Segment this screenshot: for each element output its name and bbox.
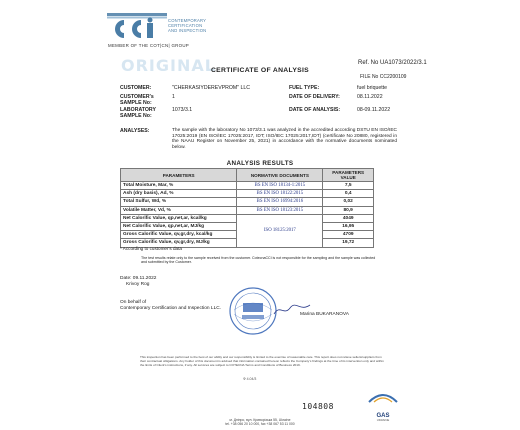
table-row [121,198,374,206]
param-cell: Volatile Matter, Vd, % [121,206,237,214]
results-footnote: * According to customer's data [120,246,182,251]
param-cell: Gross Calorific Value, qv,gr,dry, kcal/kg [121,231,237,239]
param-cell: Total Moisture, Mar, % [121,182,237,190]
results-table [120,168,374,248]
value-cell: 4709 [323,231,374,239]
org-line-2: CERTIFICATION [168,23,203,28]
customer-value: "CHERKASIYDEREVPROM" LLC [172,85,251,91]
doc-cell: BS EN ISO 18134-1:2015 [237,182,323,190]
value-cell: 4049 [323,214,374,222]
certificate-title: CERTIFICATE OF ANALYSIS [210,67,310,74]
param-cell: Gross Calorific Value, qv,gr,dry, MJ/kg [121,239,237,247]
ref-number: Ref. No UA1073/2022/3.1 [358,60,427,66]
org-name-lines [168,18,206,33]
results-title: ANALYSIS RESULTS [226,160,294,167]
org-line-3: AND INSPECTION [168,28,207,33]
footer-line-1: м. Дніпро, вул. Криворізька 55, Ukraine [229,418,291,422]
value-cell: 80,9 [323,206,374,214]
form-reg-number: Ф 4.04/3 [243,377,257,381]
col-value: PARAMETERS VALUE [323,169,374,182]
value-cell: 16,95 [323,222,374,230]
gas-logo-sub: UKRAINE [376,418,390,422]
member-line: MEMBER OF THE COT|CN| GROUP [108,43,190,48]
param-cell: Net Calorific Value, qp,net,ar, kcal/kg [121,214,237,222]
param-cell: Ash (dry basis), Ad, % [121,190,237,198]
value-cell: 7,5 [323,182,374,190]
footer-address [0,418,520,426]
col-documents: NORMATIVE DOCUMENTS [237,169,323,182]
issue-city: Krivoy Rog [126,282,150,287]
lab-sample-label: LABORATORY SAMPLE No: [120,107,156,119]
col-parameters: PARAMETERS [121,169,237,182]
param-cell: Net Calorific Value, qp,net,ar, MJ/kg [121,222,237,230]
value-cell: 0,4 [323,190,374,198]
signer-name: Marina BUKARANOVA [300,312,349,317]
fuel-type-value: fuel briquette [357,85,387,91]
analyses-text: The sample with the laboratory No 1073/3.1 was analyzed in the accredited according DSTU EN ISO/IEC 17025:2019 (EN ISO/IEC 17025:2017, IDT; ISO/IEC 17025:2017,IDT) (certificate No 20880, registered in the NAAU Register on November 25, 2021) in accordance with the normative documents nominated below. [172,128,397,150]
serial-number: 104808 [302,402,334,411]
disclaimer-text: The test results relate only to the sample received from the customer. CotecnaCCI is not responsible for the sampling and the sample was collected and submitted by the Customer. [141,256,376,265]
org-line-1: CONTEMPORARY [168,18,207,23]
gas-logo-title: GAS [376,413,390,419]
analyses-label: ANALYSES: [120,128,150,134]
on-behalf-label: On behalf of [120,300,147,305]
date-analysis-label: DATE OF ANALYSIS: [289,107,341,113]
sample-value: 1 [172,94,175,100]
doc-cell: BS EN ISO 18122:2015 [237,190,323,198]
table-row [121,190,374,198]
company-stamp [228,286,278,336]
table-row [121,182,374,190]
date-delivery-label: DATE OF DELIVERY: [289,94,340,100]
footer-line-2: tel. +38 056 20 10 000, fax +38 067 53 11 000 [225,422,295,427]
table-row [121,206,374,214]
lab-sample-value: 1073/3.1 [172,107,193,113]
customer-label: CUSTOMER: [120,85,152,91]
param-cell: Total Sulfur, Wd, % [121,198,237,206]
original-watermark: ORIGINAL [121,56,216,75]
file-number: FILE No CC2200109 [360,74,407,80]
doc-cell: ISO 18125:2017 [237,214,323,247]
sample-label: CUSTOMER's SAMPLE No: [120,94,154,106]
doc-cell: BS EN ISO 16994:2016 [237,198,323,206]
date-analysis-value: 08-09.11.2022 [357,107,391,113]
company-name: Contemporary Certification and Inspection LLC. [120,306,222,311]
value-cell: 0,02 [323,198,374,206]
issue-date: Date: 09.11.2022 [120,276,157,281]
cci-logo [107,13,167,41]
table-row [121,214,374,222]
results-header-row [121,169,374,182]
doc-cell: BS EN ISO 18123:2015 [237,206,323,214]
gas-logo [366,390,400,422]
date-delivery-value: 08.11.2022 [357,94,383,100]
value-cell: 19,72 [323,239,374,247]
fine-print: This inspection has been performed to the best of our ability and our responsibility is limited to the exercise of reasonable care. This report does not relieve sellers/suppliers from their contractual obligations. Any holder of this document is advised that information contained hereon reflects the Company's findings at the time of its intervention only and within the limits of Client's instructions, if any. All services are subject to COTECNA Terms and Conditions of Business 2019. [140,355,384,367]
fuel-type-label: FUEL TYPE: [289,85,320,91]
